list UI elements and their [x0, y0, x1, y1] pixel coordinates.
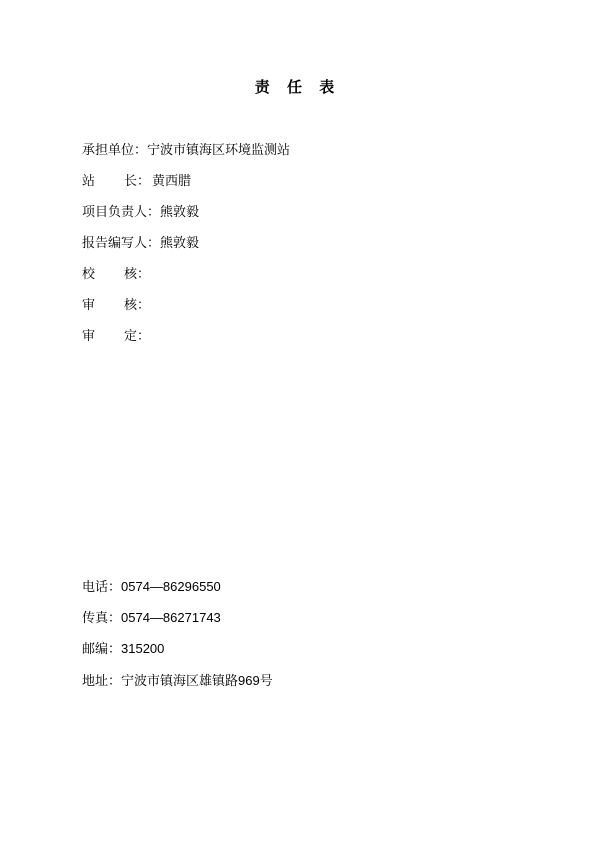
proofread-label-second: 核： — [124, 267, 151, 282]
approval-label — [82, 328, 152, 346]
proofread-label — [82, 266, 152, 284]
review-row — [82, 297, 152, 315]
director-value: 黄西腊 — [152, 174, 192, 189]
review-label-second: 核： — [124, 298, 151, 313]
fax-label: 传真： — [82, 611, 122, 626]
page-title: 责 任 表 — [254, 78, 341, 96]
report-writer-label: 报告编写人： — [82, 236, 161, 251]
approval-label-second: 定： — [124, 329, 151, 344]
report-writer-value: 熊敦毅 — [160, 236, 200, 251]
project-leader-label: 项目负责人： — [82, 205, 161, 220]
director-label — [82, 173, 152, 191]
phone-label: 电话： — [82, 580, 122, 595]
review-label-first: 审 — [82, 298, 96, 313]
director-label-second: 长： — [124, 174, 151, 189]
undertaking-unit-value: 宁波市镇海区环境监测站 — [147, 143, 291, 158]
address-value-number: 969 — [238, 673, 260, 688]
postcode-row — [82, 640, 164, 659]
address-row — [82, 672, 273, 691]
approval-row — [82, 328, 152, 346]
address-label: 地址： — [82, 674, 122, 689]
phone-value: 0574—86296550 — [121, 579, 221, 594]
address-value-suffix: 号 — [259, 674, 273, 689]
project-leader-row — [82, 204, 199, 222]
proofread-row — [82, 266, 152, 284]
phone-row — [82, 578, 221, 597]
director-label-first: 站 — [82, 174, 96, 189]
review-label — [82, 297, 152, 315]
fax-value: 0574—86271743 — [121, 610, 221, 625]
undertaking-unit-label: 承担单位： — [82, 143, 148, 158]
undertaking-unit-row — [82, 142, 290, 160]
project-leader-value: 熊敦毅 — [160, 205, 200, 220]
postcode-label: 邮编： — [82, 642, 122, 657]
director-row — [82, 173, 191, 191]
approval-label-first: 审 — [82, 329, 96, 344]
fax-row — [82, 609, 221, 628]
report-writer-row — [82, 235, 199, 253]
proofread-label-first: 校 — [82, 267, 96, 282]
address-value-prefix: 宁波市镇海区雄镇路 — [121, 674, 239, 689]
postcode-value: 315200 — [121, 641, 165, 656]
